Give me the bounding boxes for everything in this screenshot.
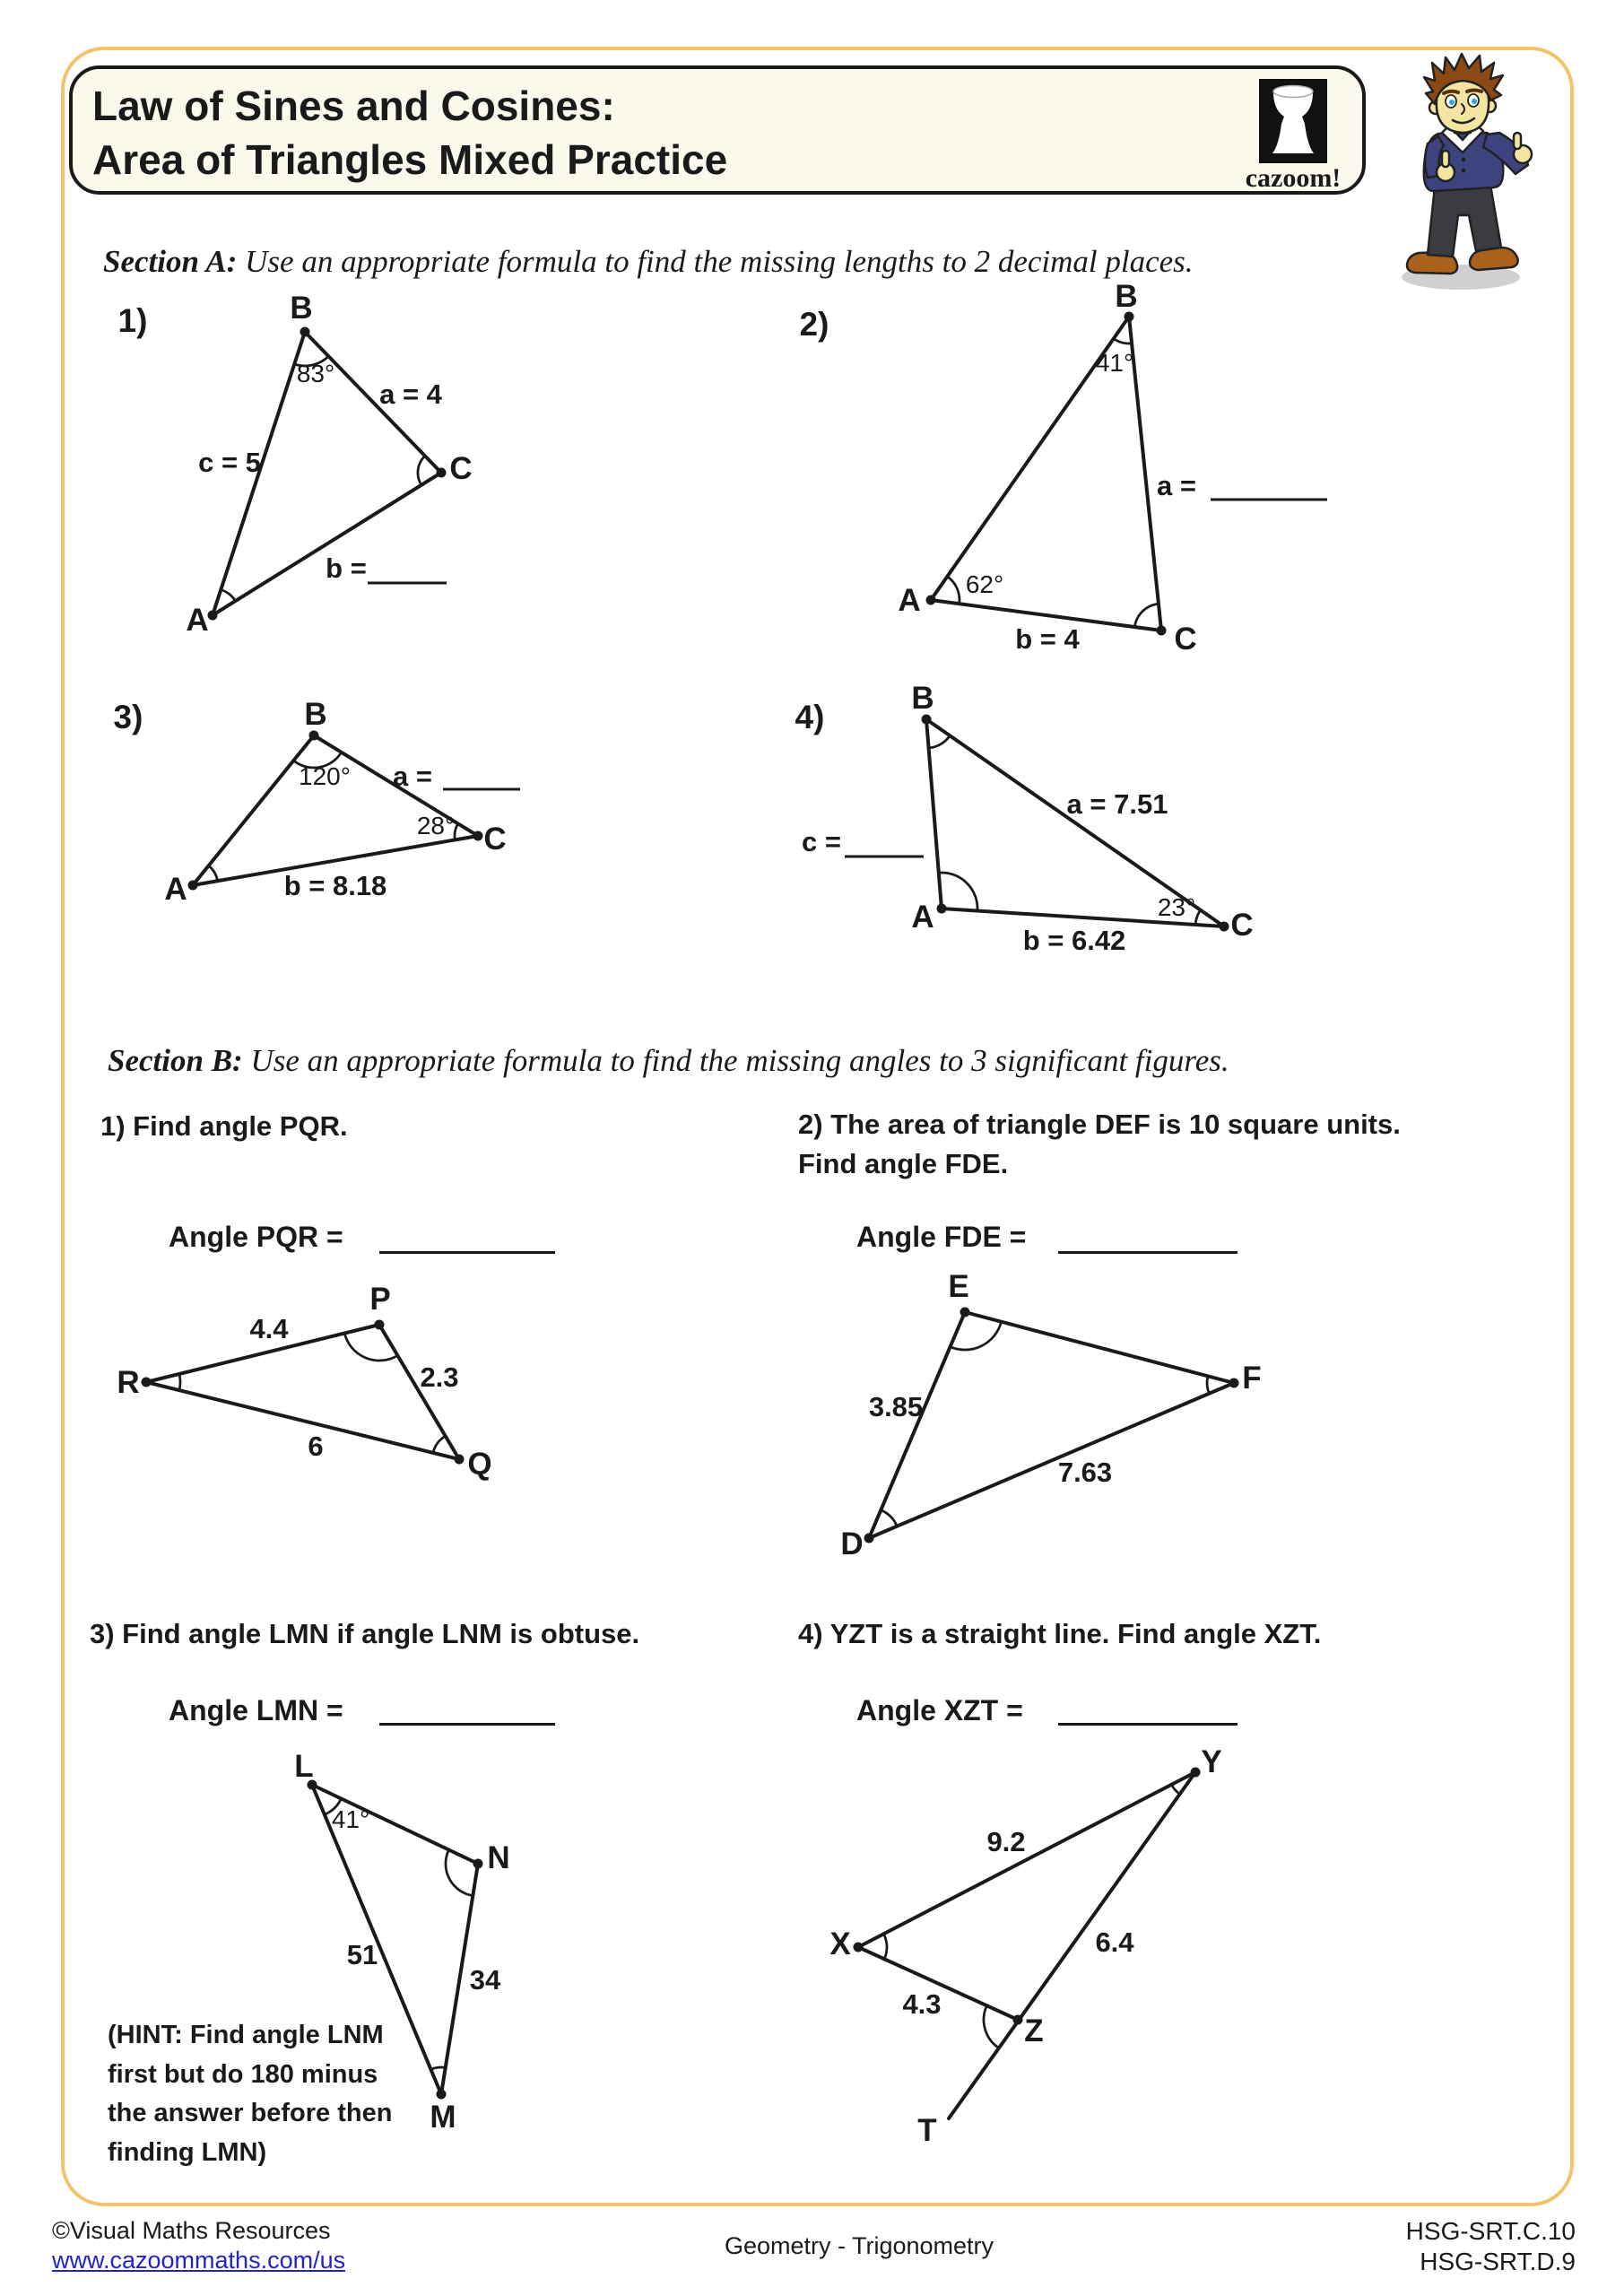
vertex-dot <box>1191 1768 1201 1778</box>
angle-arc <box>221 590 235 602</box>
vertex-dot <box>473 831 483 841</box>
answer-label-xzt: Angle XZT = <box>856 1694 1023 1726</box>
side-label: 4.4 <box>249 1313 289 1344</box>
angle-arc <box>455 823 458 839</box>
vertex-dot <box>1157 626 1167 636</box>
side-label: 34 <box>469 1964 501 1996</box>
vertex-label: L <box>294 1749 314 1784</box>
vertex-label: X <box>829 1926 851 1961</box>
cazoom-drum-icon <box>1259 79 1327 163</box>
hint-text: (HINT: Find angle LNM first but do 180 minus the answer before then finding LMN) <box>108 2021 393 2167</box>
vertex-dot <box>208 611 218 621</box>
angle-arc <box>294 356 328 366</box>
side-label: b = 4 <box>1015 623 1080 655</box>
side-label: 51 <box>346 1939 378 1970</box>
vertex-label: C <box>483 822 507 857</box>
side-label: a = <box>1157 470 1196 501</box>
triangle-side <box>949 1772 1195 2118</box>
angle-label: 120° <box>299 762 351 790</box>
vertex-label: P <box>369 1282 391 1317</box>
angle-arc <box>1207 1376 1209 1393</box>
vertex-dot <box>922 715 932 725</box>
page-title-line2: Area of Triangles Mixed Practice <box>92 136 728 183</box>
triangle-side <box>314 735 478 836</box>
vertex-dot <box>1013 2015 1023 2025</box>
vertex-dot <box>308 1780 317 1790</box>
angle-arc <box>430 2067 445 2069</box>
vertex-label: N <box>487 1840 510 1875</box>
footer-copyright: ©Visual Maths Resources <box>52 2217 331 2244</box>
problem-b3-text: 3) Find angle LMN if angle LNM is obtuse. <box>90 1618 640 1649</box>
vertex-label: M <box>430 2100 456 2135</box>
vertex-dot <box>1220 922 1229 932</box>
vertex-label: A <box>186 603 209 638</box>
vertex-dot <box>937 904 947 914</box>
figure-number: 3) <box>113 699 143 735</box>
vertex-dot <box>455 1455 465 1465</box>
side-label: 6.4 <box>1095 1926 1134 1958</box>
vertex-dot <box>864 1534 874 1544</box>
triangle-side <box>146 1325 379 1382</box>
vertex-label: C <box>1230 908 1254 943</box>
answer-label-fde: Angle FDE = <box>856 1221 1027 1253</box>
vertex-label: B <box>290 291 313 326</box>
side-label: b = <box>326 552 367 584</box>
angle-label: 41° <box>1095 349 1134 377</box>
answer-blank-xzt <box>1058 1723 1238 1726</box>
vertex-label: A <box>898 583 921 618</box>
side-label: a = 7.51 <box>1066 788 1168 820</box>
triangle-side <box>858 1772 1195 1947</box>
vertex-label: C <box>449 451 473 486</box>
vertex-label: B <box>1115 279 1138 314</box>
side-label: c = <box>802 826 841 857</box>
section-b-label: Section B: <box>108 1043 243 1078</box>
cazoom-url-link[interactable]: www.cazoommaths.com/us <box>52 2247 346 2274</box>
vertex-label: Z <box>1024 2013 1044 2048</box>
angle-arc <box>1134 604 1159 627</box>
side-label: 4.3 <box>902 1988 942 2020</box>
answer-blank-pqr <box>379 1251 555 1254</box>
vertex-dot <box>473 1859 483 1869</box>
vertex-label: T <box>917 2113 937 2148</box>
section-a-instructions: Use an appropriate formula to find the missing lengths to 2 decimal places. <box>245 244 1194 279</box>
angle-label: 83° <box>296 360 335 387</box>
vertex-label: Q <box>467 1447 492 1482</box>
vertex-label: E <box>948 1269 969 1304</box>
angle-arc <box>881 1510 897 1526</box>
vertex-label: B <box>304 697 327 732</box>
footer-topic: Geometry - Trigonometry <box>724 2232 994 2259</box>
triangle-side <box>305 332 441 473</box>
vertex-label: F <box>1242 1361 1262 1396</box>
vertex-dot <box>142 1378 152 1387</box>
side-label: 9.2 <box>986 1826 1026 1857</box>
side-label: 7.63 <box>1057 1457 1113 1488</box>
triangle-side <box>213 332 305 615</box>
section-b-instructions: Use an appropriate formula to find the missing angles to 3 significant figures. <box>250 1043 1229 1078</box>
triangle-side <box>193 836 478 885</box>
vertex-label: C <box>1174 622 1197 657</box>
triangle-side <box>965 1312 1234 1383</box>
figure-number: 1) <box>117 302 148 339</box>
problem-b4-text: 4) YZT is a straight line. Find angle XZT. <box>798 1618 1322 1649</box>
problem-b2-text: 2) The area of triangle DEF is 10 square units. Find angle FDE. <box>798 1109 1401 1180</box>
vertex-dot <box>375 1320 385 1330</box>
side-label: 3.85 <box>868 1391 924 1422</box>
vertex-dot <box>300 327 310 337</box>
angle-label: 41° <box>331 1805 370 1833</box>
triangle-side <box>193 735 314 885</box>
side-label: b = 6.42 <box>1022 925 1126 956</box>
vertex-label: R <box>117 1365 140 1400</box>
angle-arc <box>1171 1785 1179 1795</box>
vertex-label: D <box>840 1526 864 1561</box>
triangle-side <box>312 1785 478 1864</box>
angle-arc <box>929 735 951 748</box>
angle-arc <box>433 1436 446 1453</box>
triangle-side <box>931 600 1161 631</box>
side-label: a = <box>393 761 432 792</box>
problem-b1-text: 1) Find angle PQR. <box>100 1110 348 1142</box>
section-a-heading <box>103 244 1194 280</box>
angle-arc <box>883 1934 887 1959</box>
answer-blank-fde <box>1058 1251 1238 1254</box>
angle-arc <box>179 1374 180 1390</box>
page-title-line1: Law of Sines and Cosines: <box>92 83 615 129</box>
angle-arc <box>984 2005 998 2048</box>
footer-standard-1: HSG-SRT.C.10 <box>1405 2217 1576 2245</box>
vertex-dot <box>1125 312 1134 322</box>
footer-standard-2: HSG-SRT.D.9 <box>1420 2248 1576 2276</box>
vertex-label: Y <box>1201 1744 1222 1779</box>
triangle-side <box>858 1947 1018 2020</box>
angle-arc <box>1195 910 1201 925</box>
angle-arc <box>418 456 425 485</box>
angle-label: 28° <box>416 812 456 839</box>
vertex-label: A <box>911 900 934 935</box>
side-label: a = 4 <box>379 378 442 410</box>
triangle-side <box>379 1325 459 1459</box>
vertex-dot <box>437 468 447 478</box>
angle-arc <box>209 865 218 881</box>
angle-arc <box>293 752 341 768</box>
angle-arc <box>1114 339 1132 344</box>
angle-arc <box>947 577 960 604</box>
vertex-label: A <box>164 872 187 907</box>
triangle-side <box>213 473 441 615</box>
side-label: 6 <box>308 1431 324 1462</box>
mascot-illustration <box>1402 54 1532 290</box>
angle-arc <box>344 1334 397 1361</box>
vertex-dot <box>437 2090 447 2100</box>
section-b-heading <box>108 1043 1229 1079</box>
figure-number: 4) <box>795 699 825 735</box>
triangle-side <box>1129 317 1161 631</box>
angle-arc <box>325 1799 342 1815</box>
triangle-side <box>942 909 1224 926</box>
answer-label-lmn: Angle LMN = <box>169 1694 343 1726</box>
triangle-side <box>931 317 1129 600</box>
vertex-dot <box>309 731 319 741</box>
figure-number: 2) <box>799 306 829 343</box>
cazoom-logo-text: cazoom! <box>1245 163 1342 193</box>
triangle-side <box>926 719 1224 926</box>
footer-standards <box>1406 2216 1576 2277</box>
vertex-dot <box>188 881 198 891</box>
side-label: b = 8.18 <box>283 870 387 901</box>
answer-label-pqr: Angle PQR = <box>169 1221 343 1253</box>
vertex-label: B <box>911 681 934 716</box>
vertex-dot <box>854 1943 864 1952</box>
answer-blank-lmn <box>379 1723 555 1726</box>
section-a-label: Section A: <box>103 244 238 279</box>
triangle-side <box>146 1382 459 1459</box>
triangle-side <box>441 1864 478 2094</box>
vertex-dot <box>926 596 936 605</box>
vertex-dot <box>1229 1378 1239 1388</box>
angle-label: 62° <box>965 570 1004 598</box>
angle-label: 23° <box>1157 893 1196 921</box>
side-label: c = 5 <box>198 447 261 478</box>
vertex-dot <box>960 1308 970 1318</box>
side-label: 2.3 <box>420 1361 459 1393</box>
